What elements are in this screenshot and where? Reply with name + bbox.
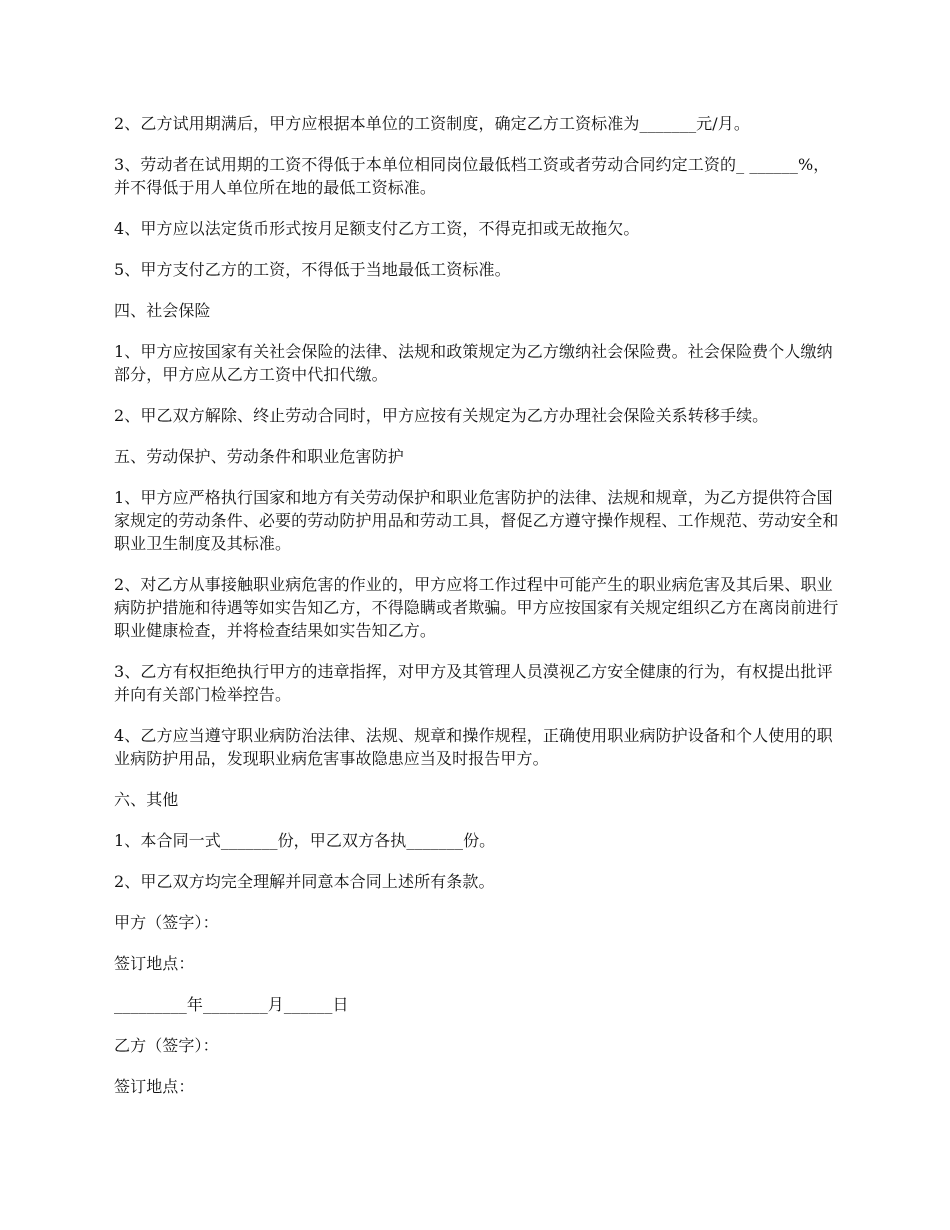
minimum-wage-clause: 5、甲方支付乙方的工资，不得低于当地最低工资标准。 [114, 260, 511, 279]
party-a-signing-place: 签订地点： [114, 954, 195, 973]
probation-wage-clause: 3、劳动者在试用期的工资不得低于本单位相同岗位最低档工资或者劳动合同约定工资的_ ______%，并不得低于用人单位所在地的最低工资标准。 [114, 155, 830, 197]
labor-protection-clause-2: 2、对乙方从事接触职业病危害的作业的，甲方应将工作过程中可能产生的职业病危害及其后果、职业病防护措施和待遇等如实告知乙方，不得隐瞒或者欺骗。甲方应按国家有关规定组织乙方在离岗前进行职业健康检查，并将检查结果如实告知乙方。 [114, 575, 839, 640]
section-heading-labor-protection: 五、劳动保护、劳动条件和职业危害防护 [114, 447, 404, 466]
document-body [114, 112, 844, 1116]
signing-date-line: _________年________月______日 [114, 995, 349, 1014]
wage-payment-clause: 4、甲方应以法定货币形式按月足额支付乙方工资，不得克扣或无故拖欠。 [114, 219, 640, 238]
labor-protection-clause-3: 3、乙方有权拒绝执行甲方的违章指挥，对甲方及其管理人员漠视乙方安全健康的行为，有权提出批评并向有关部门检举控告。 [114, 662, 833, 704]
social-insurance-clause-1: 1、甲方应按国家有关社会保险的法律、法规和政策规定为乙方缴纳社会保险费。社会保险费个人缴纳部分，甲方应从乙方工资中代扣代缴。 [114, 342, 833, 384]
labor-protection-clause-1: 1、甲方应严格执行国家和地方有关劳动保护和职业危害防护的法律、法规和规章，为乙方提供符合国家规定的劳动条件、必要的劳动防护用品和劳动工具，督促乙方遵守操作规程、工作规范、劳动安全和职业卫生制度及其标准。 [114, 488, 839, 553]
party-a-signature-line: 甲方（签字）： [114, 913, 219, 932]
party-b-signature-line: 乙方（签字）： [114, 1036, 219, 1055]
section-heading-other: 六、其他 [114, 790, 179, 809]
labor-protection-clause-4: 4、乙方应当遵守职业病防治法律、法规、规章和操作规程，正确使用职业病防护设备和个人使用的职业病防护用品，发现职业病危害事故隐患应当及时报告甲方。 [114, 726, 833, 768]
wage-standard-clause: 2、乙方试用期满后，甲方应根据本单位的工资制度，确定乙方工资标准为_______元/月。 [114, 114, 750, 133]
copies-clause: 1、本合同一式_______份，甲乙双方各执_______份。 [114, 831, 496, 850]
party-b-signing-place: 签订地点： [114, 1077, 195, 1096]
section-heading-social-insurance: 四、社会保险 [114, 301, 211, 320]
agreement-clause: 2、甲乙双方均完全理解并同意本合同上述所有条款。 [114, 872, 495, 891]
social-insurance-clause-2: 2、甲乙双方解除、终止劳动合同时，甲方应按有关规定为乙方办理社会保险关系转移手续。 [114, 406, 769, 425]
